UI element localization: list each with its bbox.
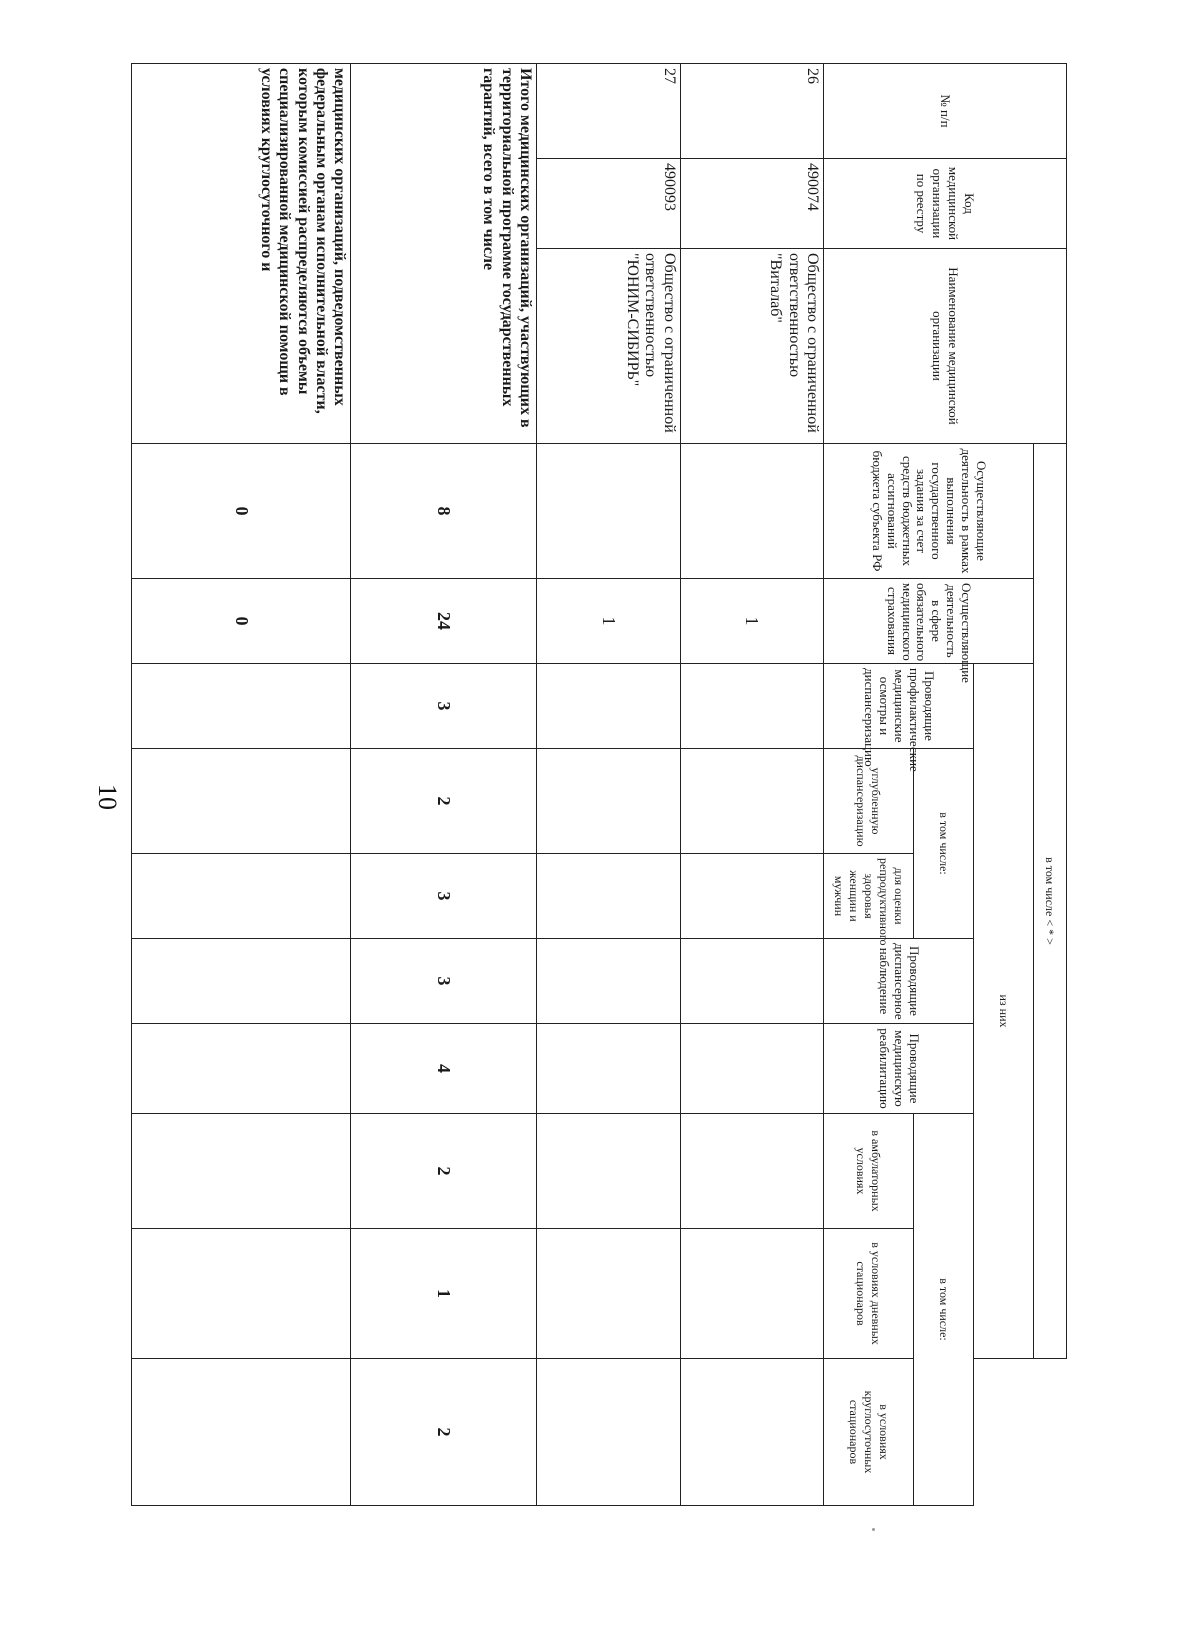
total-round: 2 [351, 1359, 537, 1506]
total-label: Итого медицинских организаций, участвующих в территориальной программе государственных гарантий, всего в том числе [351, 64, 537, 444]
header-budget: Осуществляющие деятельность в рамках выполнения государственного задания за счет средств бюджетных ассигнований бюджета субъекта РФ [824, 444, 1034, 579]
table-wrapper [131, 63, 1067, 1506]
row-rehab [680, 1024, 823, 1114]
federal-repro [132, 854, 351, 939]
total-deep: 2 [351, 749, 537, 854]
row-index: 27 [537, 64, 680, 159]
scan-speck [872, 1528, 875, 1531]
header-rehab-in-that-number: в том числе: [914, 1114, 974, 1506]
total-row [351, 64, 537, 1506]
total-oms: 24 [351, 579, 537, 664]
federal-oms: 0 [132, 579, 351, 664]
row-disp [537, 939, 680, 1024]
row-amb [537, 1114, 680, 1229]
header-of-them: из них [974, 664, 1034, 1359]
row-name: Общество с ограниченной ответственностью "Виталаб" [680, 249, 823, 444]
row-day [680, 1229, 823, 1359]
federal-prof [132, 664, 351, 749]
row-prof [537, 664, 680, 749]
header-prof-in-that-number: в том числе: [914, 749, 974, 939]
total-day: 1 [351, 1229, 537, 1359]
header-prof: Проводящие профилактические медицинские осмотры и диспансеризацию [824, 664, 974, 749]
row-code: 490074 [680, 159, 823, 249]
total-rehab: 4 [351, 1024, 537, 1114]
row-name: Общество с ограниченной ответственностью "ЮНИМ-СИБИРЬ" [537, 249, 680, 444]
row-round [537, 1359, 680, 1506]
header-oms: Осуществляющие деятельность в сфере обязательного медицинского страхования [824, 579, 1034, 664]
total-amb: 2 [351, 1114, 537, 1229]
row-index: 26 [680, 64, 823, 159]
header-amb: в амбулаторных условиях [824, 1114, 914, 1229]
federal-disp [132, 939, 351, 1024]
organizations-table [131, 63, 1067, 1506]
federal-round [132, 1359, 351, 1506]
row-prof [680, 664, 823, 749]
header-disp: Проводящие диспансерное наблюдение [824, 939, 974, 1024]
row-budget [537, 444, 680, 579]
row-round [680, 1359, 823, 1506]
header-round: в условиях круглосуточных стационаров [824, 1359, 914, 1506]
page-number: 10 [93, 784, 122, 810]
header-deep: углубленную диспансеризацию [824, 749, 914, 854]
header-index: № п/п [824, 64, 1067, 159]
row-repro [537, 854, 680, 939]
row-amb [680, 1114, 823, 1229]
total-budget: 8 [351, 444, 537, 579]
row-repro [680, 854, 823, 939]
federal-budget: 0 [132, 444, 351, 579]
row-day [537, 1229, 680, 1359]
federal-rehab [132, 1024, 351, 1114]
row-code: 490093 [537, 159, 680, 249]
header-repro: для оценки репродуктивного здоровья женщин и мужчин [824, 854, 914, 939]
header-name: Наименование медицинской организации [824, 249, 1067, 444]
row-rehab [537, 1024, 680, 1114]
federal-amb [132, 1114, 351, 1229]
row-oms: 1 [537, 579, 680, 664]
federal-day [132, 1229, 351, 1359]
header-day: в условиях дневных стационаров [824, 1229, 914, 1359]
total-repro: 3 [351, 854, 537, 939]
total-prof: 3 [351, 664, 537, 749]
row-deep [537, 749, 680, 854]
header-row-1 [1034, 64, 1067, 1506]
header-rehab: Проводящие медицинскую реабилитацию [824, 1024, 974, 1114]
table-row [680, 64, 823, 1506]
total-disp: 3 [351, 939, 537, 1024]
header-in-that-number: в том числе < * > [1034, 444, 1067, 1359]
federal-label: медицинских организаций, подведомственных федеральным органам исполнительной власти, которым комиссией распределяются объемы специализированной медицинской помощи в условиях круглосуточного и [132, 64, 351, 444]
federal-deep [132, 749, 351, 854]
row-oms: 1 [680, 579, 823, 664]
row-deep [680, 749, 823, 854]
table-row [537, 64, 680, 1506]
row-disp [680, 939, 823, 1024]
row-budget [680, 444, 823, 579]
header-code: Код медицинской организации по реестру [824, 159, 1067, 249]
federal-row [132, 64, 351, 1506]
